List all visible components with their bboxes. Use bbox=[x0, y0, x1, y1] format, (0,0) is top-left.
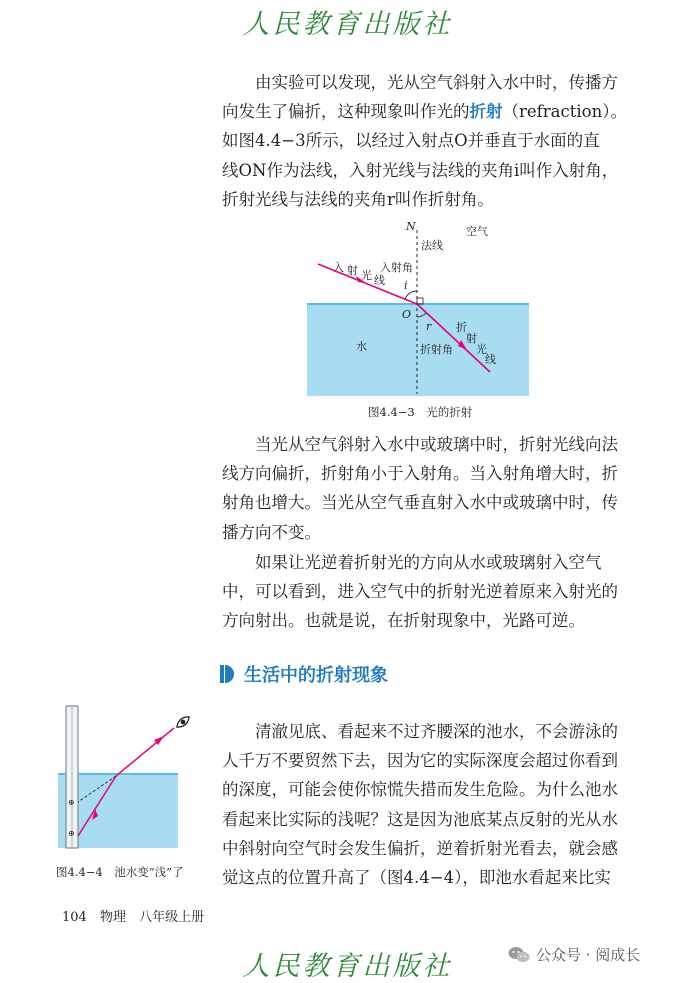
section-title: 生活中的折射现象 bbox=[244, 665, 388, 686]
label-refracted-ray-4: 线 bbox=[485, 353, 496, 366]
label-refracted-ray-2: 射 bbox=[466, 332, 477, 345]
text-line: 线ON作为法线，入射光线与法线的夹角i叫作入射角， bbox=[222, 160, 619, 180]
text-line: 线方向偏折，折射角小于入射角。当入射角增大时，折 bbox=[222, 464, 618, 484]
apparent-position-mark: ⊕ bbox=[68, 798, 75, 807]
watermark bbox=[508, 944, 640, 965]
section-heading bbox=[220, 660, 388, 688]
paragraph-refraction-rules bbox=[222, 430, 618, 547]
label-incident-ray-1: 入 bbox=[333, 261, 344, 274]
actual-position-mark: ⊕ bbox=[68, 829, 75, 838]
label-incident-ray-2: 射 bbox=[347, 264, 358, 277]
text-line: 清澈见底、看起来不过齐腰深的池水，不会游泳的 bbox=[255, 722, 618, 741]
text-line: 射角也增大。当光从空气垂直射入水中或玻璃中时，传 bbox=[222, 493, 618, 513]
section-marker-icon bbox=[220, 665, 234, 683]
book-volume: 八年级上册 bbox=[139, 910, 205, 925]
label-incident-ray-4: 线 bbox=[374, 274, 385, 287]
label-O: O bbox=[402, 308, 412, 321]
text-fragment: （refraction）。 bbox=[502, 102, 627, 122]
label-refracted-ray-3: 光 bbox=[476, 343, 487, 356]
publisher-logo: 人民教育出版社 bbox=[242, 9, 453, 40]
label-N: N bbox=[406, 220, 416, 233]
page-footer bbox=[62, 906, 213, 925]
label-incident-angle: 入射角 bbox=[380, 261, 413, 274]
text-line: 觉这点的位置升高了（图4.4−4），即池水看起来比实 bbox=[222, 868, 611, 888]
text-line: 人千万不要贸然下去，因为它的实际深度会超过你看到 bbox=[222, 751, 618, 771]
text-line: 由实验可以发现，光从空气斜射入水中时，传播方 bbox=[255, 73, 618, 92]
incident-angle-arc bbox=[405, 291, 417, 299]
text-line: 方向射出。也就是说，在折射现象中，光路可逆。 bbox=[222, 611, 585, 631]
text-line: 看起来比实际的浅呢？这是因为池底某点反射的光从水 bbox=[222, 809, 618, 829]
figure-caption: 图4.4−3 光的折射 bbox=[368, 405, 473, 419]
key-term: 折射 bbox=[469, 102, 503, 122]
paragraph-reversible-path bbox=[222, 548, 618, 636]
ray-in-air bbox=[116, 728, 174, 776]
text-fragment: 向发生了偏折，这种现象叫作光的 bbox=[222, 102, 470, 122]
label-incident-ray-3: 光 bbox=[361, 269, 372, 282]
paragraph-pool-depth bbox=[222, 717, 618, 892]
label-refraction-angle: 折射角 bbox=[420, 343, 453, 356]
pool-diagram bbox=[56, 702, 200, 852]
text-line: 中斜射向空气时会发生偏折，逆着折射光看去，就会感 bbox=[222, 838, 618, 858]
text-line: 当光从空气斜射入水中或玻璃中时，折射光线向法 bbox=[255, 435, 618, 454]
publisher-logo-bottom: 人民教育出版社 bbox=[242, 951, 453, 982]
label-air: 空气 bbox=[466, 225, 488, 238]
paragraph-refraction-definition bbox=[222, 68, 627, 214]
text-line bbox=[222, 97, 627, 126]
text-line: 中，可以看到，进入空气中的折射光逆着原来入射光的 bbox=[222, 582, 618, 602]
label-i: i bbox=[404, 279, 408, 292]
eye-icon bbox=[175, 714, 192, 730]
text-line: 的深度，可能会使你惊慌失措而发生危险。为什么池水 bbox=[222, 780, 618, 800]
refraction-diagram bbox=[300, 216, 540, 402]
subject-name: 物理 bbox=[99, 910, 126, 925]
page-number: 104 bbox=[62, 910, 87, 925]
wechat-icon bbox=[508, 946, 530, 964]
water-region bbox=[307, 304, 529, 396]
label-refracted-ray-1: 折 bbox=[456, 321, 467, 334]
text-line: 折射光线与法线的夹角r叫作折射角。 bbox=[222, 189, 494, 209]
text-line: 播方向不变。 bbox=[222, 522, 321, 542]
text-line: 如果让光逆着折射光的方向从水或玻璃射入空气 bbox=[255, 553, 602, 572]
watermark-text: 公众号 · 阅成长 bbox=[536, 946, 641, 964]
text-line: 如图4.4−3所示，以经过入射点O并垂直于水面的直 bbox=[222, 131, 600, 151]
label-water: 水 bbox=[356, 340, 367, 353]
label-normal: 法线 bbox=[421, 239, 443, 252]
label-r: r bbox=[426, 320, 432, 333]
figure-caption-pool: 图4.4−4 池水变“浅”了 bbox=[56, 865, 184, 879]
